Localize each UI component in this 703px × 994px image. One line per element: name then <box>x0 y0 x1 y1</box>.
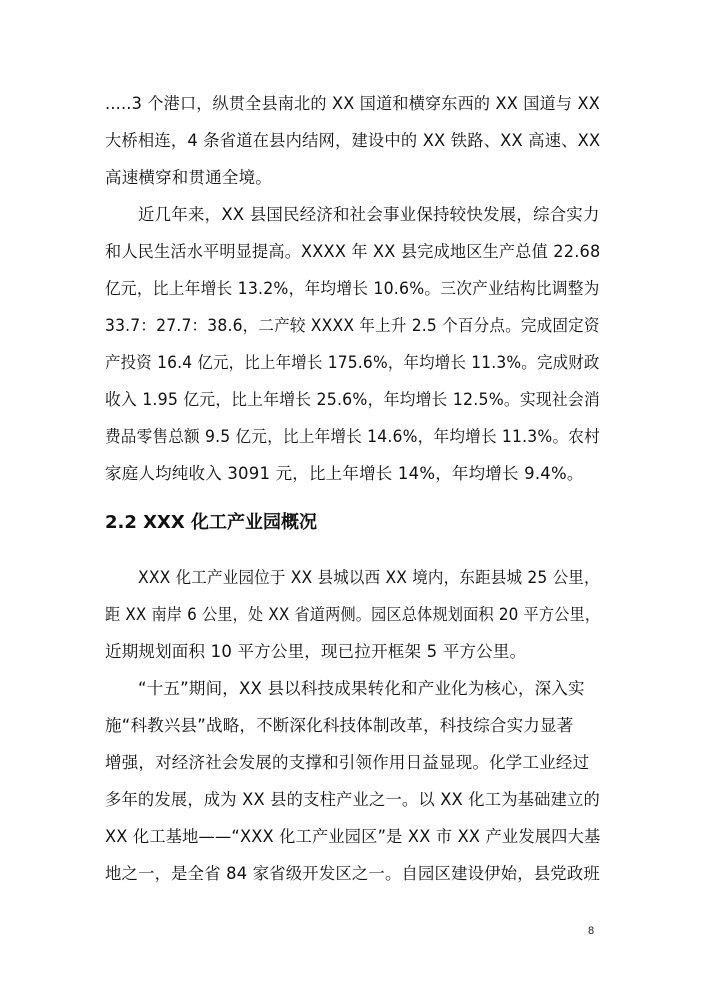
text-line: 收入 1.95 亿元，比上年增长 25.6%，年均增长 12.5%。实现社会消 <box>105 390 600 409</box>
text-line: 亿元，比上年增长 13.2%，年均增长 10.6%。三次产业结构比调整为 <box>105 279 600 298</box>
text-line: 距 XX 南岸 6 公里，处 XX 省道两侧。园区总体规划面积 20 平方公里， <box>105 605 601 624</box>
text-line: 家庭人均纯收入 3091 元，比上年增长 14%，年均增长 9.4%。 <box>105 464 584 483</box>
text-line: 近几年来，XX 县国民经济和社会事业保持较快发展，综合实力 <box>138 205 600 224</box>
text-line: 多年的发展，成为 XX 县的支柱产业之一。以 XX 化工为基础建立的 <box>105 790 601 809</box>
section-heading: 2.2 XXX 化工产业园概况 <box>105 512 318 533</box>
text-line: XXX 化工产业园位于 XX 县城以西 XX 境内，东距县城 25 公里， <box>138 568 600 587</box>
text-line: .....3 个港口，纵贯全县南北的 XX 国道和横穿东西的 XX 国道与 XX <box>105 94 600 113</box>
text-line: 高速横穿和贯通全境。 <box>105 168 272 187</box>
text-line: “十五”期间，XX 县以科技成果转化和产业化为核心，深入实 <box>138 679 585 698</box>
text-line: 地之一，是全省 84 家省级开发区之一。自园区建设伊始，县党政班 <box>105 864 600 883</box>
text-line: 施“科教兴县”战略，不断深化科技体制改革，科技综合实力显著 <box>105 716 574 735</box>
text-line: 增强，对经济社会发展的支撑和引领作用日益显现。化学工业经过 <box>105 753 590 772</box>
text-line: 大桥相连，4 条省道在县内结网，建设中的 XX 铁路、XX 高速、XX <box>105 131 601 150</box>
text-line: 产投资 16.4 亿元，比上年增长 175.6%，年均增长 11.3%。完成财政 <box>105 353 600 372</box>
text-line: 近期规划面积 10 平方公里，现已拉开框架 5 平方公里。 <box>105 642 527 661</box>
text-line: 费品零售总额 9.5 亿元，比上年增长 14.6%，年均增长 11.3%。农村 <box>105 427 600 446</box>
text-line: 和人民生活水平明显提高。XXXX 年 XX 县完成地区生产总值 22.68 <box>105 242 601 261</box>
text-line: 33.7：27.7：38.6，二产较 XXXX 年上升 2.5 个百分点。完成固定资 <box>105 316 600 335</box>
text-line: XX 化工基地——“XXX 化工产业园区”是 XX 市 XX 产业发展四大基 <box>105 827 601 846</box>
page-number: 8 <box>588 925 595 937</box>
